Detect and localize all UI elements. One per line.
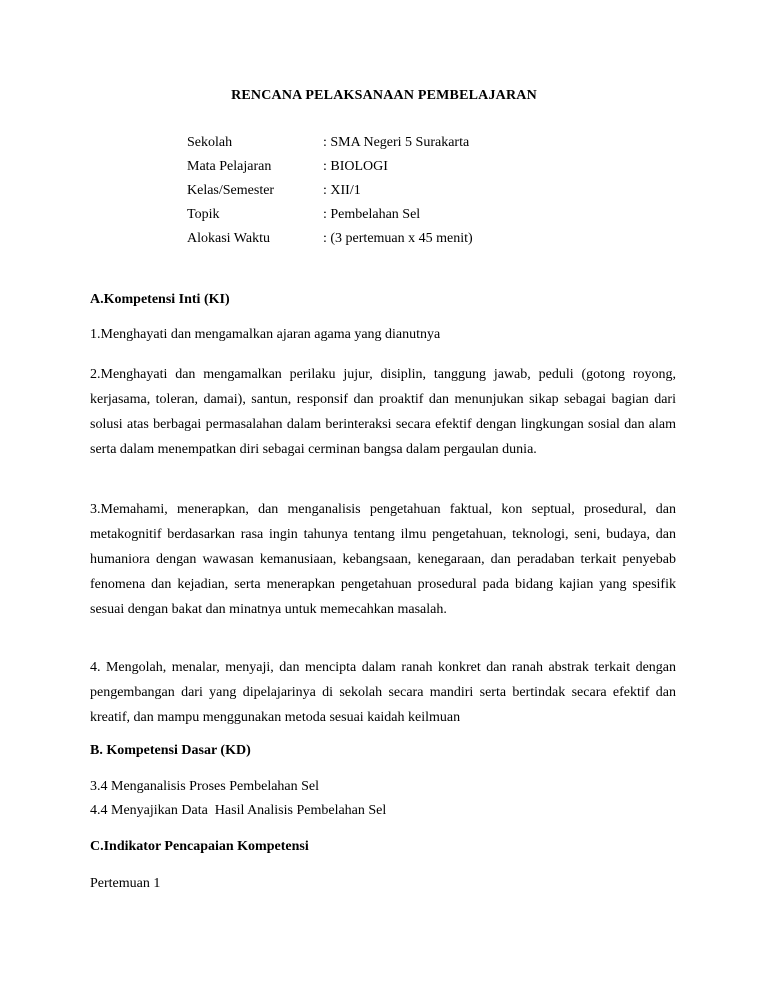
identity-row-sekolah (187, 131, 473, 155)
kd-2-text: 4.4 Menyajikan Data Hasil Analisis Pembelahan Sel (90, 803, 387, 818)
kd-1-text: 3.4 Menganalisis Proses Pembelahan Sel (90, 779, 320, 794)
identity-value: : SMA Negeri 5 Surakarta (323, 135, 470, 150)
identity-key: Kelas/Semester (187, 183, 275, 198)
identity-row-topik (187, 203, 473, 227)
identity-value: : BIOLOGI (323, 159, 388, 174)
ki-2-text: 2.Menghayati dan mengamalkan perilaku jujur, disiplin, tanggung jawab, peduli (gotong royong, kerjasama, toleran, damai), santun, responsif dan proaktif dan menunjukan sikap sebagai bagian dari solusi atas berbagai permasalahan dalam berinteraksi secara efektif dengan lingkungan sosial dan alam serta dalam menempatkan diri sebagai cerminan bangsa dalam pergaulan dunia. (90, 367, 676, 457)
section-c-heading: C.Indikator Pencapaian Kompetensi (90, 839, 309, 854)
identity-value: : Pembelahan Sel (323, 207, 421, 222)
identity-key: Topik (187, 207, 220, 222)
identity-key: Alokasi Waktu (187, 231, 270, 246)
identity-row-mapel (187, 155, 473, 179)
section-b-heading: B. Kompetensi Dasar (KD) (90, 743, 251, 758)
identity-table (187, 131, 473, 251)
identity-row-kelas (187, 179, 473, 203)
identity-value: : XII/1 (323, 183, 361, 198)
identity-key: Sekolah (187, 135, 233, 150)
meeting-1-label: Pertemuan 1 (90, 876, 161, 891)
section-a-heading: A.Kompetensi Inti (KI) (90, 292, 230, 307)
ki-1-text: 1.Menghayati dan mengamalkan ajaran agama yang dianutnya (90, 327, 441, 342)
ki-3-text: 3.Memahami, menerapkan, dan menganalisis pengetahuan faktual, kon septual, prosedural, dan metakognitif berdasarkan rasa ingin tahunya tentang ilmu pengetahuan, teknologi, seni, budaya, dan humaniora dengan wawasan kemanusiaan, kebangsaan, kenegaraan, dan peradaban terkait penyebab fenomena dan kejadian, serta menerapkan pengetahuan prosedural pada bidang kajian yang spesifik sesuai dengan bakat dan minatnya untuk memecahkan masalah. (90, 502, 676, 617)
identity-row-alokasi (187, 227, 473, 251)
identity-key: Mata Pelajaran (187, 159, 272, 174)
identity-value: : (3 pertemuan x 45 menit) (323, 231, 473, 246)
ki-4-text: 4. Mengolah, menalar, menyaji, dan mencipta dalam ranah konkret dan ranah abstrak terkait dengan pengembangan dari yang dipelajarinya di sekolah secara mandiri serta bertindak secara efektif dan kreatif, dan mampu menggunakan metoda sesuai kaidah keilmuan (90, 660, 676, 725)
document-title: RENCANA PELAKSANAAN PEMBELAJARAN (231, 88, 537, 103)
